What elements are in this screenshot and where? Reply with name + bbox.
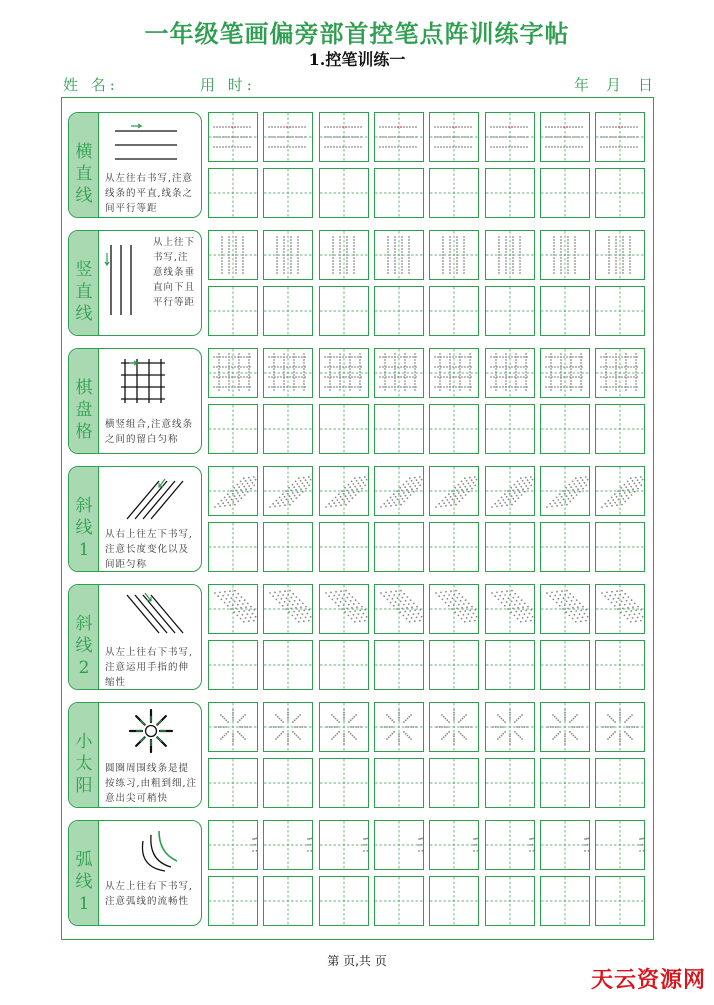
guide-lines [596,287,644,335]
guide-lines [430,523,478,571]
guide-lines [264,405,312,453]
stroke-demo-illustration [103,241,137,321]
stroke-demo-illustration [125,827,181,877]
dot-trace-cell [595,820,645,870]
stroke-instructions: 圆圈周围线条是提按练习,由粗到细,注意出尖可稍快 [105,763,198,804]
stroke-label-card [68,466,202,572]
dot-trace-cell [208,230,258,280]
dot-pattern [264,585,312,633]
dot-trace-cell [485,348,535,398]
dot-pattern [320,703,368,751]
guide-lines [375,169,423,217]
dot-trace-cell [540,230,590,280]
stroke-instructions: 从上往下书写,注意线条垂直向下且平行等距 [153,237,196,308]
dot-trace-cell [429,112,479,162]
blank-practice-cell [319,286,369,336]
blank-practice-cell [263,522,313,572]
dot-trace-cell [485,230,535,280]
guide-lines [320,169,368,217]
stroke-name: 棋 盘 格 [75,378,93,442]
dot-pattern [375,585,423,633]
blank-practice-cell [540,286,590,336]
stroke-name-tab [69,821,99,926]
dot-pattern [430,585,478,633]
guide-lines [375,523,423,571]
guide-lines [596,405,644,453]
blank-practice-cell [485,168,535,218]
dot-trace-cell [208,348,258,398]
dot-trace-cell [374,584,424,634]
dot-trace-cell [208,466,258,516]
dot-trace-cell [374,466,424,516]
blank-practice-cell [540,876,590,926]
dot-pattern [596,821,644,869]
dot-pattern [264,113,312,161]
blank-practice-cell [429,876,479,926]
practice-section [68,820,648,928]
dot-trace-cell [319,466,369,516]
dot-pattern [430,231,478,279]
dot-pattern [541,821,589,869]
dot-pattern [541,467,589,515]
guide-lines [209,877,257,925]
blank-practice-cell [485,640,535,690]
dot-pattern [209,821,257,869]
guide-lines [320,641,368,689]
dot-pattern [596,349,644,397]
stroke-name: 斜 线 1 [75,496,93,560]
dot-trace-cell [263,584,313,634]
dot-pattern [430,703,478,751]
dot-trace-cell [208,112,258,162]
dot-trace-cell [540,584,590,634]
dot-trace-cell [429,820,479,870]
guide-lines [541,523,589,571]
dot-pattern [541,585,589,633]
blank-practice-cell [429,168,479,218]
blank-practice-cell [208,168,258,218]
guide-lines [486,877,534,925]
dot-trace-cell [595,230,645,280]
blank-practice-cell [208,758,258,808]
dot-trace-cell [540,820,590,870]
practice-section [68,466,648,574]
stroke-name-tab [69,349,99,454]
guide-lines [430,759,478,807]
dot-trace-cell [374,230,424,280]
guide-lines [486,523,534,571]
guide-lines [486,641,534,689]
stroke-demo-illustration [115,355,171,407]
guide-lines [541,405,589,453]
guide-lines [596,169,644,217]
blank-practice-cell [374,876,424,926]
dot-trace-cell [374,820,424,870]
dot-trace-cell [374,112,424,162]
blank-practice-cell [540,404,590,454]
blank-practice-cell [429,286,479,336]
dot-pattern [320,821,368,869]
date-day-label: 日 [638,76,658,94]
guide-lines [375,877,423,925]
stroke-name-tab [69,467,99,572]
blank-practice-cell [374,286,424,336]
dot-pattern [541,113,589,161]
guide-lines [264,877,312,925]
dot-trace-cell [208,702,258,752]
dot-trace-cell [429,466,479,516]
dot-trace-cell [485,820,535,870]
guide-lines [541,641,589,689]
dot-pattern [596,585,644,633]
guide-lines [264,759,312,807]
guide-lines [264,523,312,571]
stroke-label-card [68,702,202,808]
blank-practice-cell [485,286,535,336]
page-title: 一年级笔画偏旁部首控笔点阵训练字帖 [144,20,570,48]
dot-pattern [375,821,423,869]
blank-practice-cell [319,640,369,690]
dot-pattern [209,467,257,515]
dot-pattern [596,703,644,751]
guide-lines [596,759,644,807]
blank-practice-cell [485,876,535,926]
stroke-name: 斜 线 2 [75,614,93,678]
guide-lines [430,641,478,689]
blank-practice-cell [208,404,258,454]
dot-pattern [375,349,423,397]
guide-lines [486,287,534,335]
stroke-name-tab [69,113,99,218]
watermark-logo: 天云资源网 [590,968,706,993]
dot-trace-cell [319,702,369,752]
dot-trace-cell [263,230,313,280]
dot-trace-cell [540,702,590,752]
stroke-demo-illustration [119,589,185,641]
stroke-demo-illustration [119,473,185,525]
dot-trace-cell [485,466,535,516]
blank-practice-cell [319,758,369,808]
guide-lines [264,287,312,335]
blank-practice-cell [263,640,313,690]
blank-practice-cell [595,522,645,572]
guide-lines [375,287,423,335]
blank-practice-cell [429,522,479,572]
blank-practice-cell [263,876,313,926]
blank-practice-cell [540,522,590,572]
dot-pattern [209,585,257,633]
dot-trace-cell [263,820,313,870]
guide-lines [486,759,534,807]
stroke-demo-illustration [125,705,179,759]
dot-pattern [320,467,368,515]
guide-lines [541,877,589,925]
blank-practice-cell [263,286,313,336]
blank-practice-cell [540,640,590,690]
dot-pattern [209,349,257,397]
dot-pattern [264,349,312,397]
dot-pattern [486,585,534,633]
dot-pattern [541,231,589,279]
dot-pattern [430,113,478,161]
dot-pattern [375,231,423,279]
dot-pattern [486,231,534,279]
guide-lines [486,405,534,453]
dot-pattern [430,821,478,869]
guide-lines [209,641,257,689]
guide-lines [596,641,644,689]
guide-lines [209,287,257,335]
blank-practice-cell [374,168,424,218]
dot-pattern [209,113,257,161]
blank-practice-cell [429,758,479,808]
guide-lines [320,405,368,453]
dot-trace-cell [485,112,535,162]
guide-lines [541,287,589,335]
guide-lines [430,287,478,335]
guide-lines [209,523,257,571]
dot-trace-cell [319,112,369,162]
dot-trace-cell [429,584,479,634]
guide-lines [375,641,423,689]
blank-practice-cell [319,876,369,926]
blank-practice-cell [208,876,258,926]
dot-pattern [264,703,312,751]
guide-lines [430,877,478,925]
dot-pattern [541,703,589,751]
stroke-name-tab [69,231,99,336]
dot-trace-cell [263,466,313,516]
dot-pattern [320,349,368,397]
guide-lines [264,641,312,689]
dot-pattern [320,231,368,279]
dot-pattern [486,349,534,397]
blank-practice-cell [374,522,424,572]
dot-pattern [486,467,534,515]
guide-lines [486,169,534,217]
blank-practice-cell [429,404,479,454]
dot-trace-cell [319,820,369,870]
practice-section [68,230,648,338]
guide-lines [320,877,368,925]
stroke-label-card [68,112,202,218]
dot-pattern [209,703,257,751]
dot-trace-cell [263,348,313,398]
blank-practice-cell [595,404,645,454]
blank-practice-cell [540,758,590,808]
dot-trace-cell [429,348,479,398]
dot-trace-cell [595,466,645,516]
practice-section [68,584,648,692]
page-subtitle: 1.控笔训练一 [308,50,406,69]
stroke-name: 弧 线 1 [75,850,93,914]
stroke-label-card [68,348,202,454]
date-year-label: 年 [574,76,594,94]
stroke-name: 小 太 阳 [75,732,93,796]
guide-lines [596,523,644,571]
blank-practice-cell [485,758,535,808]
guide-lines [596,877,644,925]
dot-trace-cell [374,702,424,752]
blank-practice-cell [374,640,424,690]
dot-pattern [320,585,368,633]
guide-lines [375,405,423,453]
dot-pattern [430,467,478,515]
dot-trace-cell [374,348,424,398]
stroke-name: 横 直 线 [75,142,93,206]
time-label: 用 时: [200,76,256,94]
blank-practice-cell [595,168,645,218]
stroke-demo-illustration [111,121,181,169]
practice-section [68,702,648,810]
dot-trace-cell [595,348,645,398]
guide-lines [541,759,589,807]
dot-pattern [596,113,644,161]
dot-pattern [486,703,534,751]
stroke-instructions: 从左上往右下书写,注意运用手指的伸缩性 [105,647,194,688]
guide-lines [209,759,257,807]
blank-practice-cell [595,758,645,808]
blank-practice-cell [319,522,369,572]
dot-pattern [430,349,478,397]
blank-practice-cell [374,758,424,808]
dot-pattern [375,703,423,751]
blank-practice-cell [485,522,535,572]
dot-pattern [375,113,423,161]
dot-trace-cell [319,230,369,280]
guide-lines [430,169,478,217]
dot-trace-cell [595,112,645,162]
guide-lines [541,169,589,217]
dot-pattern [486,113,534,161]
stroke-instructions: 横竖组合,注意线条之间的留白匀称 [105,419,194,445]
blank-practice-cell [374,404,424,454]
stroke-name: 竖 直 线 [75,260,93,324]
blank-practice-cell [485,404,535,454]
dot-pattern [320,113,368,161]
practice-section [68,348,648,456]
page-footer: 第 页,共 页 [327,954,387,968]
stroke-instructions: 从左往右书写,注意线条的平直,线条之间平行等距 [105,173,194,214]
guide-lines [320,523,368,571]
dot-trace-cell [485,702,535,752]
dot-pattern [264,231,312,279]
dot-trace-cell [429,702,479,752]
stroke-instructions: 从左上往右下书写,注意弧线的流畅性 [105,881,194,907]
dot-trace-cell [540,112,590,162]
dot-pattern [264,821,312,869]
dot-trace-cell [208,584,258,634]
dot-pattern [375,467,423,515]
date-month-label: 月 [606,76,626,94]
stroke-instructions: 从右上往左下书写,注意长度变化以及间距匀称 [105,529,194,570]
name-label: 姓 名: [63,76,119,94]
guide-lines [430,405,478,453]
dot-trace-cell [263,112,313,162]
blank-practice-cell [263,168,313,218]
stroke-name-tab [69,585,99,690]
dot-pattern [264,467,312,515]
blank-practice-cell [595,876,645,926]
dot-trace-cell [319,584,369,634]
blank-practice-cell [208,286,258,336]
dot-trace-cell [540,348,590,398]
blank-practice-cell [208,640,258,690]
guide-lines [264,169,312,217]
blank-practice-cell [208,522,258,572]
dot-trace-cell [263,702,313,752]
blank-practice-cell [540,168,590,218]
guide-lines [320,287,368,335]
dot-pattern [541,349,589,397]
blank-practice-cell [429,640,479,690]
blank-practice-cell [595,286,645,336]
stroke-label-card [68,584,202,690]
dot-pattern [596,467,644,515]
blank-practice-cell [319,168,369,218]
dot-pattern [596,231,644,279]
stroke-label-card [68,820,202,926]
guide-lines [375,759,423,807]
dot-trace-cell [595,702,645,752]
dot-trace-cell [485,584,535,634]
stroke-name-tab [69,703,99,808]
blank-practice-cell [263,404,313,454]
guide-lines [209,169,257,217]
dot-pattern [209,231,257,279]
dot-trace-cell [595,584,645,634]
blank-practice-cell [263,758,313,808]
dot-trace-cell [208,820,258,870]
blank-practice-cell [595,640,645,690]
guide-lines [209,405,257,453]
blank-practice-cell [319,404,369,454]
guide-lines [320,759,368,807]
dot-trace-cell [319,348,369,398]
dot-pattern [486,821,534,869]
practice-section [68,112,648,220]
stroke-label-card [68,230,202,336]
dot-trace-cell [540,466,590,516]
dot-trace-cell [429,230,479,280]
